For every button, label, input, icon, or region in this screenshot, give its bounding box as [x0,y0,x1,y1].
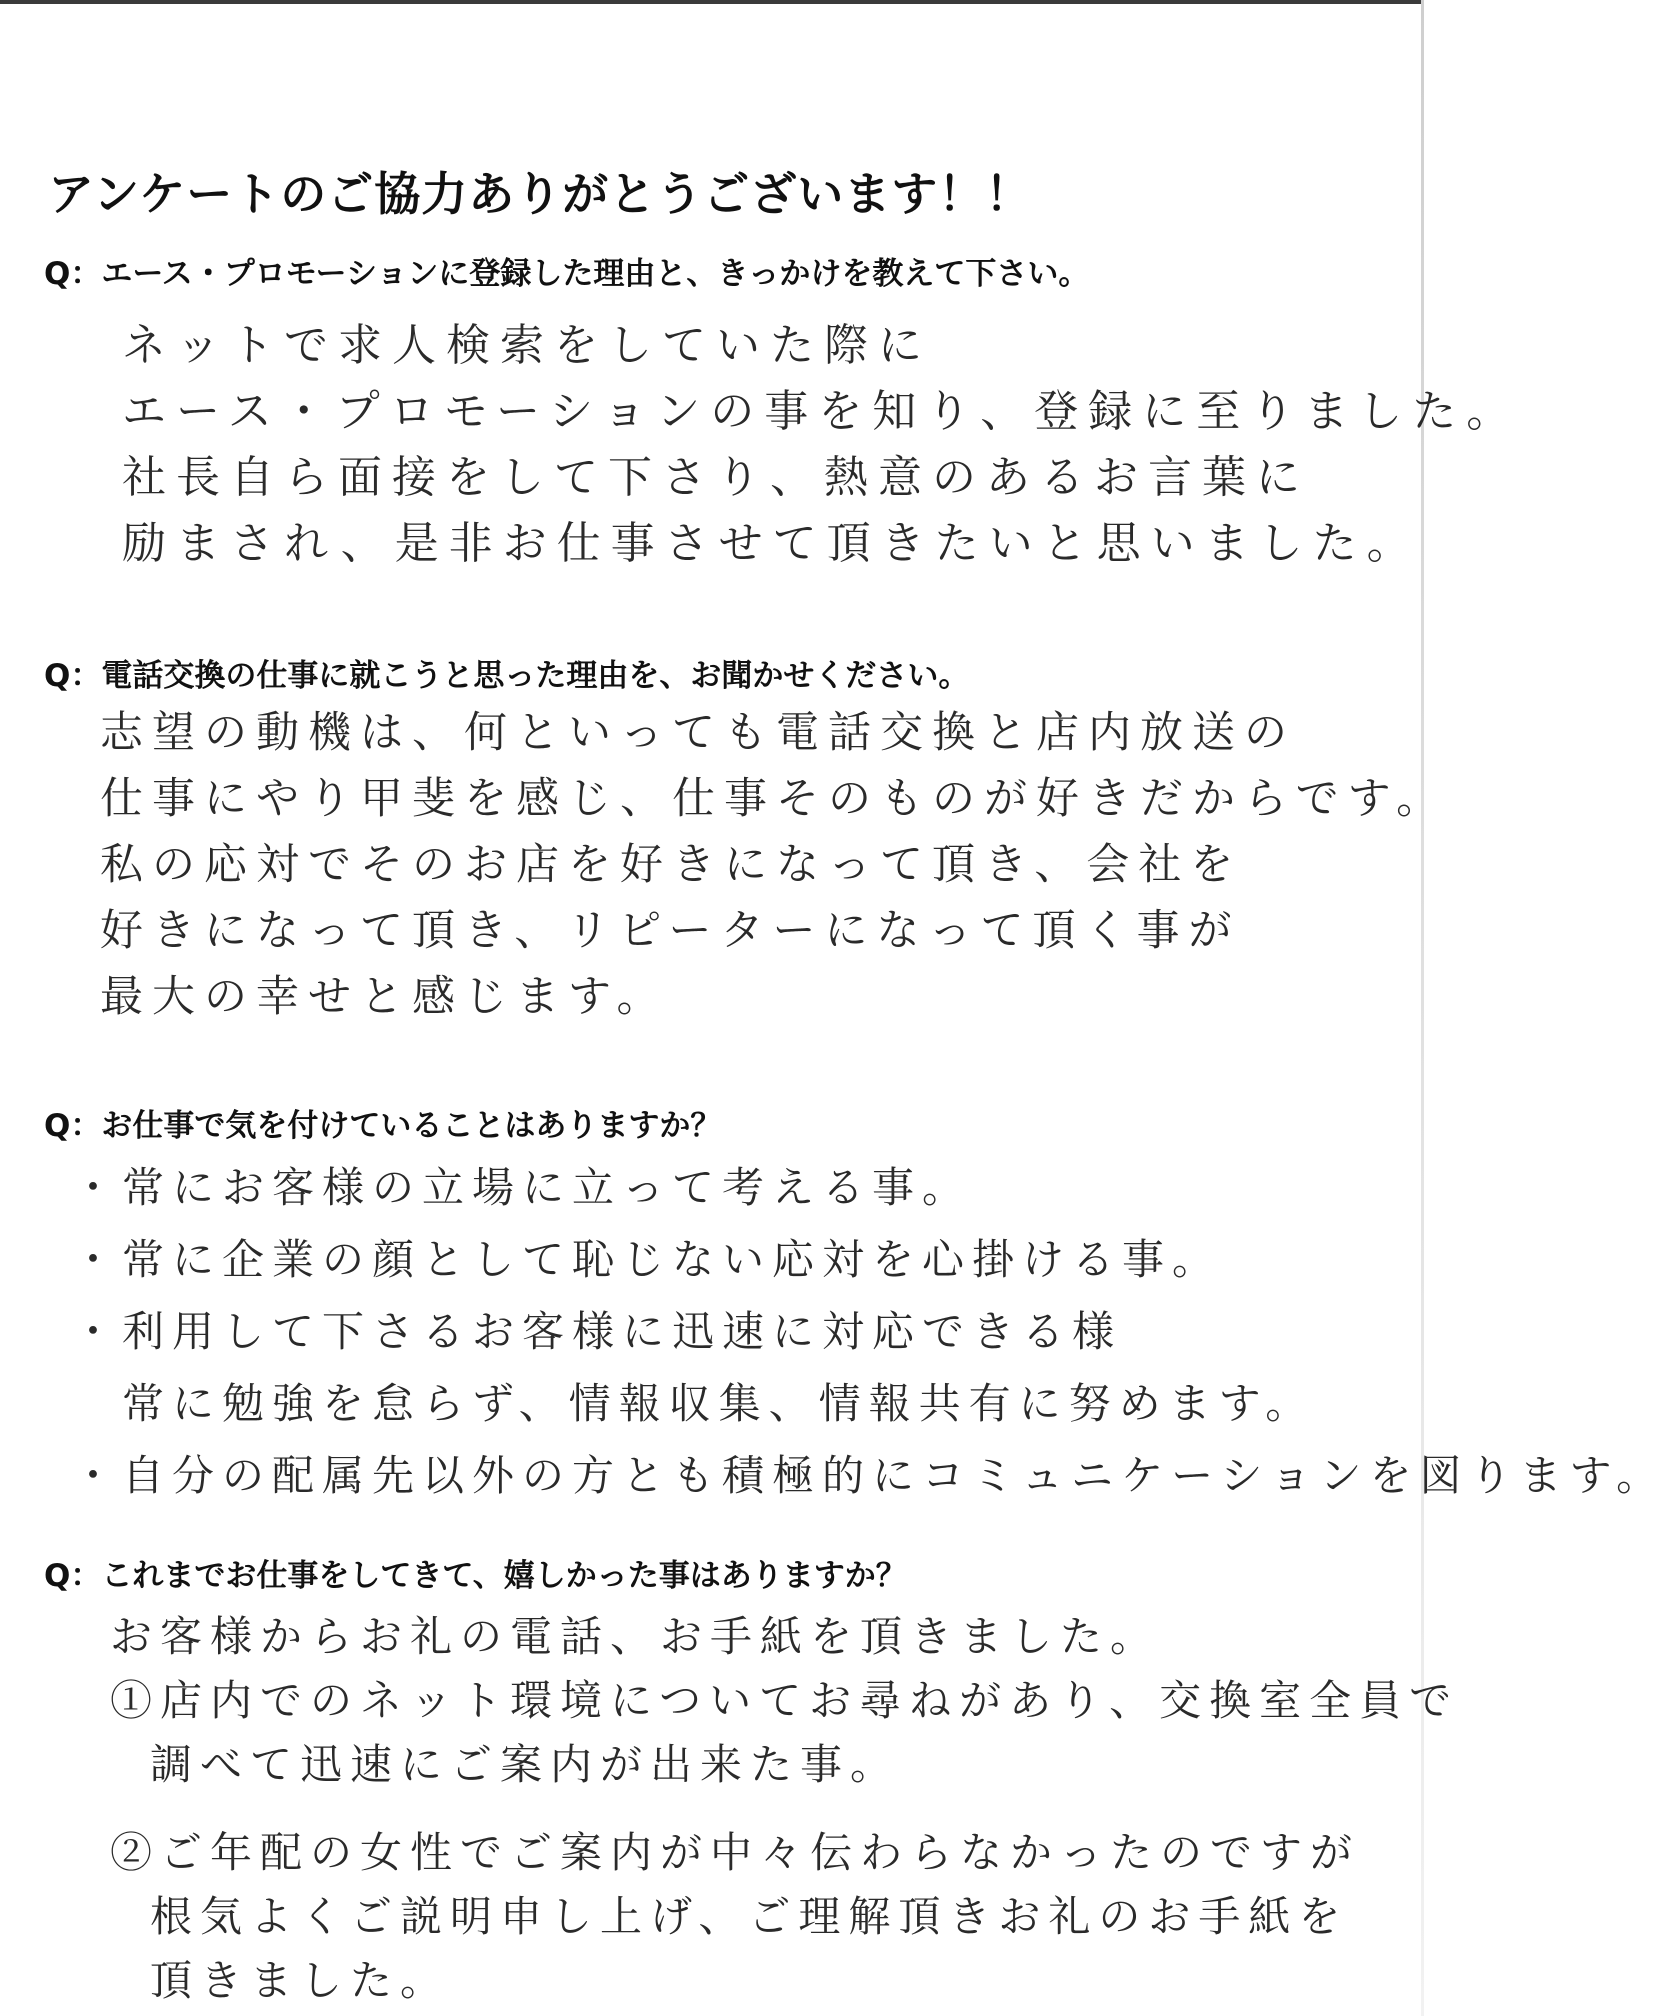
question-3: Q：お仕事で気を付けていることはありますか？ [44,1108,722,1144]
answer-line: 社長自ら面接をして下さり、熱意のあるお言葉に [122,452,1310,503]
answer-line: ネットで求人検索をしていた際に [122,320,932,371]
answer-1 [122,312,1520,576]
question-2: Q：電話交換の仕事に就こうと思った理由を、お聞かせください。 [44,658,970,694]
answer-line: 好きになって頂き、リピーターになって頂く事が [100,906,1241,956]
answer-line: ・利用して下さるお客様に迅速に対応できる様 [72,1307,1123,1356]
answer-intro: お客様からお礼の電話、お手紙を頂きました。 [110,1612,1161,1661]
question-4: Q：これまでお仕事をしてきて、嬉しかった事はありますか？ [44,1558,907,1594]
answer-item-1-line: ①店内でのネット環境についてお尋ねがあり、交換室全員で [110,1676,1460,1725]
answer-line: 励まされ、是非お仕事させて頂きたいと思いました。 [122,518,1421,569]
answer-line: 常に勉強を怠らず、情報収集、情報共有に努めます。 [72,1379,1316,1428]
page-title: アンケートのご協力ありがとうございます！！ [48,167,1033,221]
answer-line: 志望の動機は、何といっても電話交換と店内放送の [100,708,1296,758]
answer-line: 私の応対でそのお店を好きになって頂き、会社を [100,840,1243,890]
answer-line: ・自分の配属先以外の方とも積極的にコミュニケーションを図ります。 [72,1451,1666,1500]
answer-item-2-line: 根気よくご説明申し上げ、ご理解頂きお礼のお手紙を [150,1892,1349,1941]
answer-item-2-line: 頂きました。 [150,1956,451,2005]
answer-item-2-line: ②ご年配の女性でご案内が中々伝わらなかったのですが [110,1828,1361,1877]
answer-4 [110,1605,1459,2013]
question-1: Q：エース・プロモーションに登録した理由と、きっかけを教えて下さい。 [44,256,1090,292]
scan-top-edge [0,0,1424,4]
answer-line: ・常に企業の顔として恥じない応対を心掛ける事。 [72,1235,1223,1284]
answer-item-1-line: 調べて迅速にご案内が出来た事。 [150,1740,901,1789]
answer-3 [72,1152,1666,1512]
answer-line: 仕事にやり甲斐を感じ、仕事そのものが好きだからです。 [100,774,1449,824]
answer-line: エース・プロモーションの事を知り、登録に至りました。 [122,386,1521,437]
answer-line: ・常にお客様の立場に立って考える事。 [72,1163,973,1212]
answer-line: 最大の幸せと感じます。 [100,972,669,1022]
spacer [110,1797,1459,1821]
answer-2 [100,700,1448,1030]
